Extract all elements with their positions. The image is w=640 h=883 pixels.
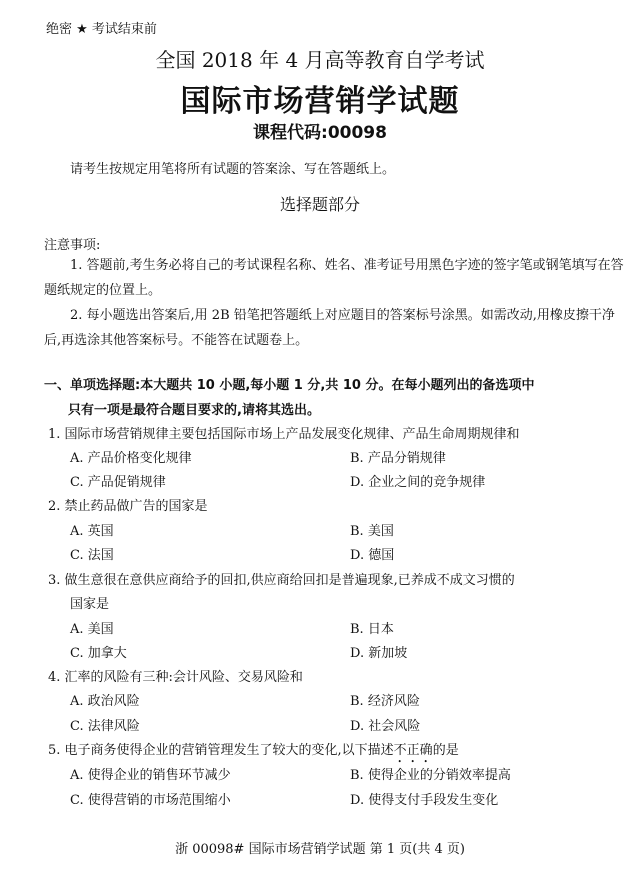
q4-option-b: B. 经济风险 (350, 694, 420, 709)
q3-option-d: D. 新加坡 (350, 646, 408, 661)
exam-title: 全国 2018 年 4 月高等教育自学考试 (155, 48, 485, 72)
section-title: 选择题部分 (279, 195, 360, 214)
question-3-continued: 国家是 (70, 597, 110, 612)
question-5-text-end: 的是 (432, 743, 459, 758)
q3-option-b: B. 日本 (350, 622, 394, 637)
q5-option-c: C. 使得营销的市场范围缩小 (70, 793, 231, 808)
q2-option-c: C. 法国 (70, 548, 114, 563)
q3-option-c: C. 加拿大 (70, 646, 127, 661)
instruction: 请考生按规定用笔将所有试题的答案涂、写在答题纸上。 (70, 162, 396, 177)
q4-option-a: A. 政治风险 (70, 694, 140, 709)
question-3: 3. 做生意很在意供应商给予的回扣,供应商给回扣是普遍现象,已养成不成文习惯的 (48, 573, 515, 588)
q5-option-d: D. 使得支付手段发生变化 (350, 793, 499, 808)
course-code: 课程代码:00098 (253, 123, 387, 143)
q2-option-a: A. 英国 (70, 524, 114, 539)
q3-option-a: A. 美国 (70, 622, 114, 637)
question-1: 1. 国际市场营销规律主要包括国际市场上产品发展变化规律、产品生命周期规律和 (48, 427, 520, 442)
notice-title: 注意事项: (44, 238, 101, 253)
q2-option-b: B. 美国 (350, 524, 394, 539)
page-footer: 浙 00098# 国际市场营销学试题 第 1 页(共 4 页) (175, 842, 465, 857)
q4-option-c: C. 法律风险 (70, 719, 140, 734)
part-one-title (44, 373, 614, 423)
question-5-text-start: 5. 电子商务使得企业的营销管理发生了较大的变化,以下描述 (48, 743, 394, 758)
q1-option-d: D. 企业之间的竞争规律 (350, 475, 486, 490)
q5-option-b: B. 使得企业的分销效率提高 (350, 768, 511, 783)
part-one-title-line2: 只有一项是最符合题目要求的,请将其选出。 (68, 403, 320, 418)
question-5 (48, 739, 459, 766)
part-one-title-line1: 一、单项选择题:本大题共 10 小题,每小题 1 分,共 10 分。在每小题列出的备选项中 (44, 378, 535, 393)
q1-option-a: A. 产品价格变化规律 (70, 451, 192, 466)
question-4: 4. 汇率的风险有三种:会计风险、交易风险和 (48, 670, 303, 685)
question-5-emphasis: 不正确 (393, 743, 433, 758)
q1-option-b: B. 产品分销规律 (350, 451, 446, 466)
notice-item-1: 1. 答题前,考生务必将自己的考试课程名称、姓名、准考证号用黑色字迹的签字笔或钢笔填写在答题纸规定的位置上。 (44, 258, 624, 298)
notice-item-2: 2. 每小题选出答案后,用 2B 铅笔把答题纸上对应题目的答案标号涂黑。如需改动,用橡皮擦干净后,再选涂其他答案标号。不能答在试题卷上。 (44, 308, 615, 348)
q4-option-d: D. 社会风险 (350, 719, 421, 734)
q1-option-c: C. 产品促销规律 (70, 475, 166, 490)
question-2: 2. 禁止药品做广告的国家是 (48, 499, 208, 514)
subject-title: 国际市场营销学试题 (180, 84, 460, 119)
secret-mark: 绝密 ★ 考试结束前 (46, 22, 157, 37)
q2-option-d: D. 德国 (350, 548, 395, 563)
q5-option-a: A. 使得企业的销售环节减少 (70, 768, 231, 783)
